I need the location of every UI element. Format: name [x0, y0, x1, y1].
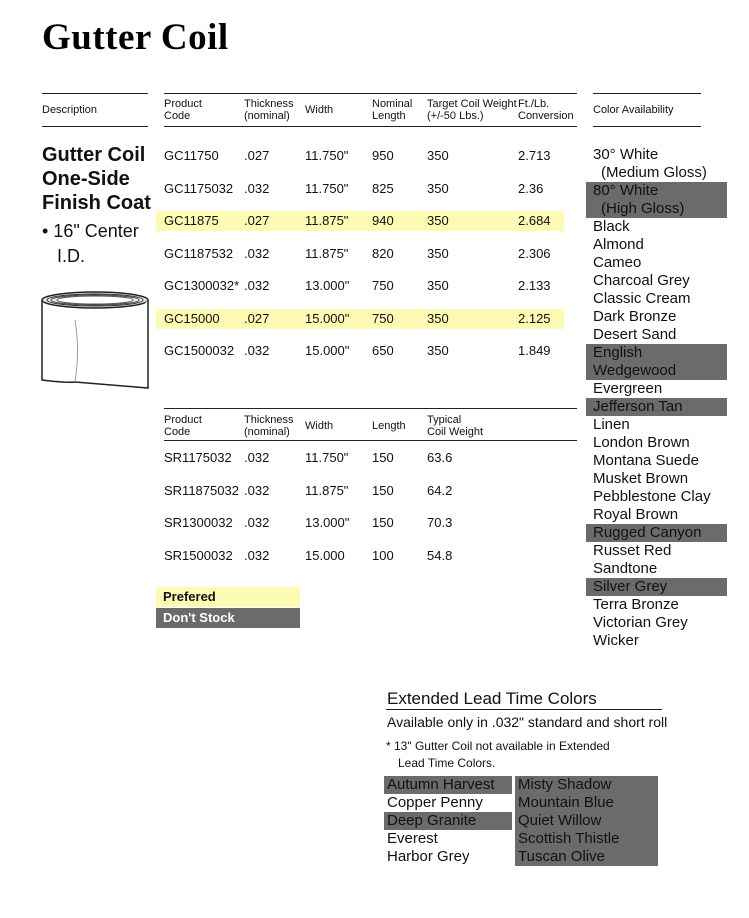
table1-cell: 11.750": [305, 148, 349, 163]
table2-cell: 150: [372, 450, 394, 465]
product-line-1: Gutter Coil: [42, 144, 146, 166]
table2-cell: 11.875": [305, 482, 349, 498]
table2-cell: SR1500032: [164, 547, 233, 563]
rule-desc-top: [42, 93, 148, 94]
extended-color-item: Scottish Thistle: [515, 830, 658, 848]
table2-cell: 63.6: [427, 450, 453, 465]
table2-cell: 54.8: [427, 547, 453, 563]
table1-cell: GC1175032: [164, 180, 234, 196]
table2-cell: 100: [372, 547, 394, 563]
table1-cell: 650: [372, 343, 394, 358]
table2-col-header: [372, 420, 406, 432]
table2-cell: 150: [372, 482, 394, 498]
table2-cell: .032: [244, 515, 270, 530]
header-line: Product: [164, 414, 202, 426]
color-item: Silver Grey: [586, 578, 727, 596]
header-line: Coil Weight: [427, 426, 484, 438]
table1-cell: .027: [244, 213, 270, 228]
header-line: Width: [305, 420, 334, 432]
color-item: 30° White: [593, 146, 659, 163]
table1-cell: 2.684: [518, 213, 551, 228]
table1-cell: 11.875": [305, 213, 349, 228]
table1-cell: GC1187532: [164, 245, 234, 261]
extended-color-item: Deep Granite: [384, 812, 512, 830]
color-item: Pebblestone Clay: [593, 488, 711, 505]
color-item: Jefferson Tan: [586, 398, 727, 416]
table1-cell: 2.36: [518, 180, 544, 196]
table2-cell: 64.2: [427, 482, 453, 498]
table1-cell: 2.306: [518, 245, 551, 261]
table2-cell: 13.000": [305, 515, 350, 530]
table1-cell: 15.000": [305, 310, 350, 326]
table1-cell: 2.713: [518, 148, 551, 163]
table1-cell: 2.125: [518, 310, 551, 326]
table2-cell: .032: [244, 450, 270, 465]
table1-cell: 350: [427, 180, 449, 196]
table1-cell: GC11750: [164, 148, 219, 163]
extended-note-line2: Lead Time Colors.: [398, 756, 496, 770]
table1-cell: 11.750": [305, 180, 349, 196]
legend-preferred: Prefered: [156, 587, 300, 607]
color-item: Almond: [593, 236, 644, 253]
table2-col-header: [305, 420, 333, 432]
header-line: (nominal): [244, 110, 290, 122]
color-item: Charcoal Grey: [593, 272, 690, 289]
table2-col-header: [164, 414, 202, 438]
color-item: Evergreen: [593, 380, 663, 397]
color-item: Sandtone: [593, 560, 658, 577]
table1-col-header: [518, 98, 574, 122]
color-item: Cameo: [593, 254, 642, 271]
color-item: English: [586, 344, 727, 362]
description-header: Description: [42, 104, 98, 116]
rule-colors-bottom: [593, 126, 701, 127]
header-line: Target Coil Weight: [427, 98, 517, 110]
center-id-bullet: • 16" Center: [42, 221, 139, 241]
table2-cell: 11.750": [305, 450, 349, 465]
table1-cell: 940: [372, 213, 394, 228]
table2-col-header: [427, 414, 483, 438]
table1-cell: 350: [427, 278, 449, 293]
table1-cell: 350: [427, 310, 449, 326]
table1-cell: .032: [244, 278, 270, 293]
color-item: Dark Bronze: [593, 308, 677, 325]
table1-cell: GC1500032: [164, 343, 235, 358]
color-item: (High Gloss): [586, 200, 727, 218]
color-item: Montana Suede: [593, 452, 699, 469]
color-item: Rugged Canyon: [586, 524, 727, 542]
product-line-3: Finish Coat: [42, 192, 151, 214]
rule-table2-top: [164, 408, 577, 409]
table1-col-header: [164, 98, 202, 122]
header-line: Product: [164, 98, 202, 110]
extended-subtitle: Available only in .032" standard and short roll: [387, 714, 668, 730]
table1-cell: 1.849: [518, 343, 551, 358]
table2-cell: SR1175032: [164, 450, 232, 465]
extended-color-item: Mountain Blue: [515, 794, 658, 812]
extended-color-item: Copper Penny: [387, 794, 483, 811]
color-item: Russet Red: [593, 542, 672, 559]
table1-cell: .032: [244, 343, 270, 358]
table1-cell: .027: [244, 310, 270, 326]
table1-cell: 350: [427, 245, 449, 261]
table1-col-header: [244, 98, 294, 122]
table2-cell: 15.000: [305, 547, 345, 563]
table2-cell: SR1300032: [164, 515, 233, 530]
table1-col-header: [305, 104, 333, 116]
table1-cell: GC11875: [164, 213, 219, 228]
rule-table1-top: [164, 93, 577, 94]
header-line: Ft./Lb.: [518, 98, 550, 110]
color-item: (Medium Gloss): [601, 164, 707, 181]
table1-cell: 2.133: [518, 278, 551, 293]
header-line: (+/-50 Lbs.): [427, 110, 484, 122]
header-line: (nominal): [244, 426, 290, 438]
header-line: Code: [164, 110, 191, 122]
color-item: Wicker: [593, 632, 639, 649]
color-item: Royal Brown: [593, 506, 679, 523]
header-line: Nominal: [372, 98, 413, 110]
extended-color-item: Quiet Willow: [515, 812, 658, 830]
color-item: Musket Brown: [593, 470, 689, 487]
table1-cell: 15.000": [305, 343, 350, 358]
product-line-2: One-Side: [42, 168, 130, 190]
header-line: Thickness: [244, 98, 294, 110]
table1-cell: .027: [244, 148, 270, 163]
table1-col-header: [427, 98, 517, 122]
header-line: Conversion: [518, 110, 574, 122]
table2-cell: 70.3: [427, 515, 453, 530]
table1-cell: 750: [372, 310, 394, 326]
legend-dont-stock: Don't Stock: [156, 608, 300, 628]
header-line: Typical: [427, 414, 462, 426]
extended-color-item: Tuscan Olive: [515, 848, 658, 866]
rule-table2-bottom: [164, 440, 577, 441]
extended-color-item: Misty Shadow: [515, 776, 658, 794]
table2-cell: SR11875032: [164, 482, 239, 498]
color-item: Victorian Grey: [593, 614, 688, 631]
rule-desc-bottom: [42, 126, 148, 127]
table1-cell: GC1300032*: [164, 278, 240, 293]
table1-cell: 350: [427, 343, 449, 358]
table1-cell: 820: [372, 245, 394, 261]
color-item: Wedgewood: [586, 362, 727, 380]
table1-cell: 950: [372, 148, 394, 163]
rule-colors-top: [593, 93, 701, 94]
extended-color-item: Autumn Harvest: [384, 776, 512, 794]
color-item: Terra Bronze: [593, 596, 679, 613]
extended-color-item: Everest: [387, 830, 438, 847]
table2-col-header: [244, 414, 294, 438]
table1-cell: .032: [244, 245, 270, 261]
header-line: Length: [372, 110, 406, 122]
extended-color-item: Harbor Grey: [387, 848, 470, 865]
table1-cell: 825: [372, 180, 394, 196]
rule-extended-title: [386, 709, 662, 710]
table1-cell: 13.000": [305, 278, 350, 293]
table1-cell: 11.875": [305, 245, 349, 261]
table2-cell: .032: [244, 547, 270, 563]
rule-table1-bottom: [164, 126, 577, 127]
color-item: Classic Cream: [593, 290, 691, 307]
color-item: 80° White: [586, 182, 727, 200]
page-title: Gutter Coil: [42, 17, 229, 58]
table1-col-header: [372, 98, 412, 122]
table2-cell: .032: [244, 482, 270, 498]
table1-cell: 750: [372, 278, 394, 293]
header-line: Length: [372, 420, 406, 432]
header-line: Thickness: [244, 414, 294, 426]
table2-cell: 150: [372, 515, 394, 530]
center-id-bullet-cont: I.D.: [57, 246, 86, 266]
table1-cell: 350: [427, 148, 449, 163]
coil-roll-illustration: [40, 290, 150, 390]
header-line: Code: [164, 426, 191, 438]
table1-cell: .032: [244, 180, 270, 196]
extended-title: Extended Lead Time Colors: [387, 689, 597, 708]
color-item: London Brown: [593, 434, 690, 451]
table1-cell: 350: [427, 213, 449, 228]
color-item: Black: [593, 218, 630, 235]
table1-cell: GC15000: [164, 310, 220, 326]
color-item: Desert Sand: [593, 326, 677, 343]
header-line: Width: [305, 104, 334, 116]
color-item: Linen: [593, 416, 630, 433]
extended-note-line1: * 13" Gutter Coil not available in Extended: [386, 739, 610, 753]
color-availability-header: Color Availability: [593, 104, 674, 116]
